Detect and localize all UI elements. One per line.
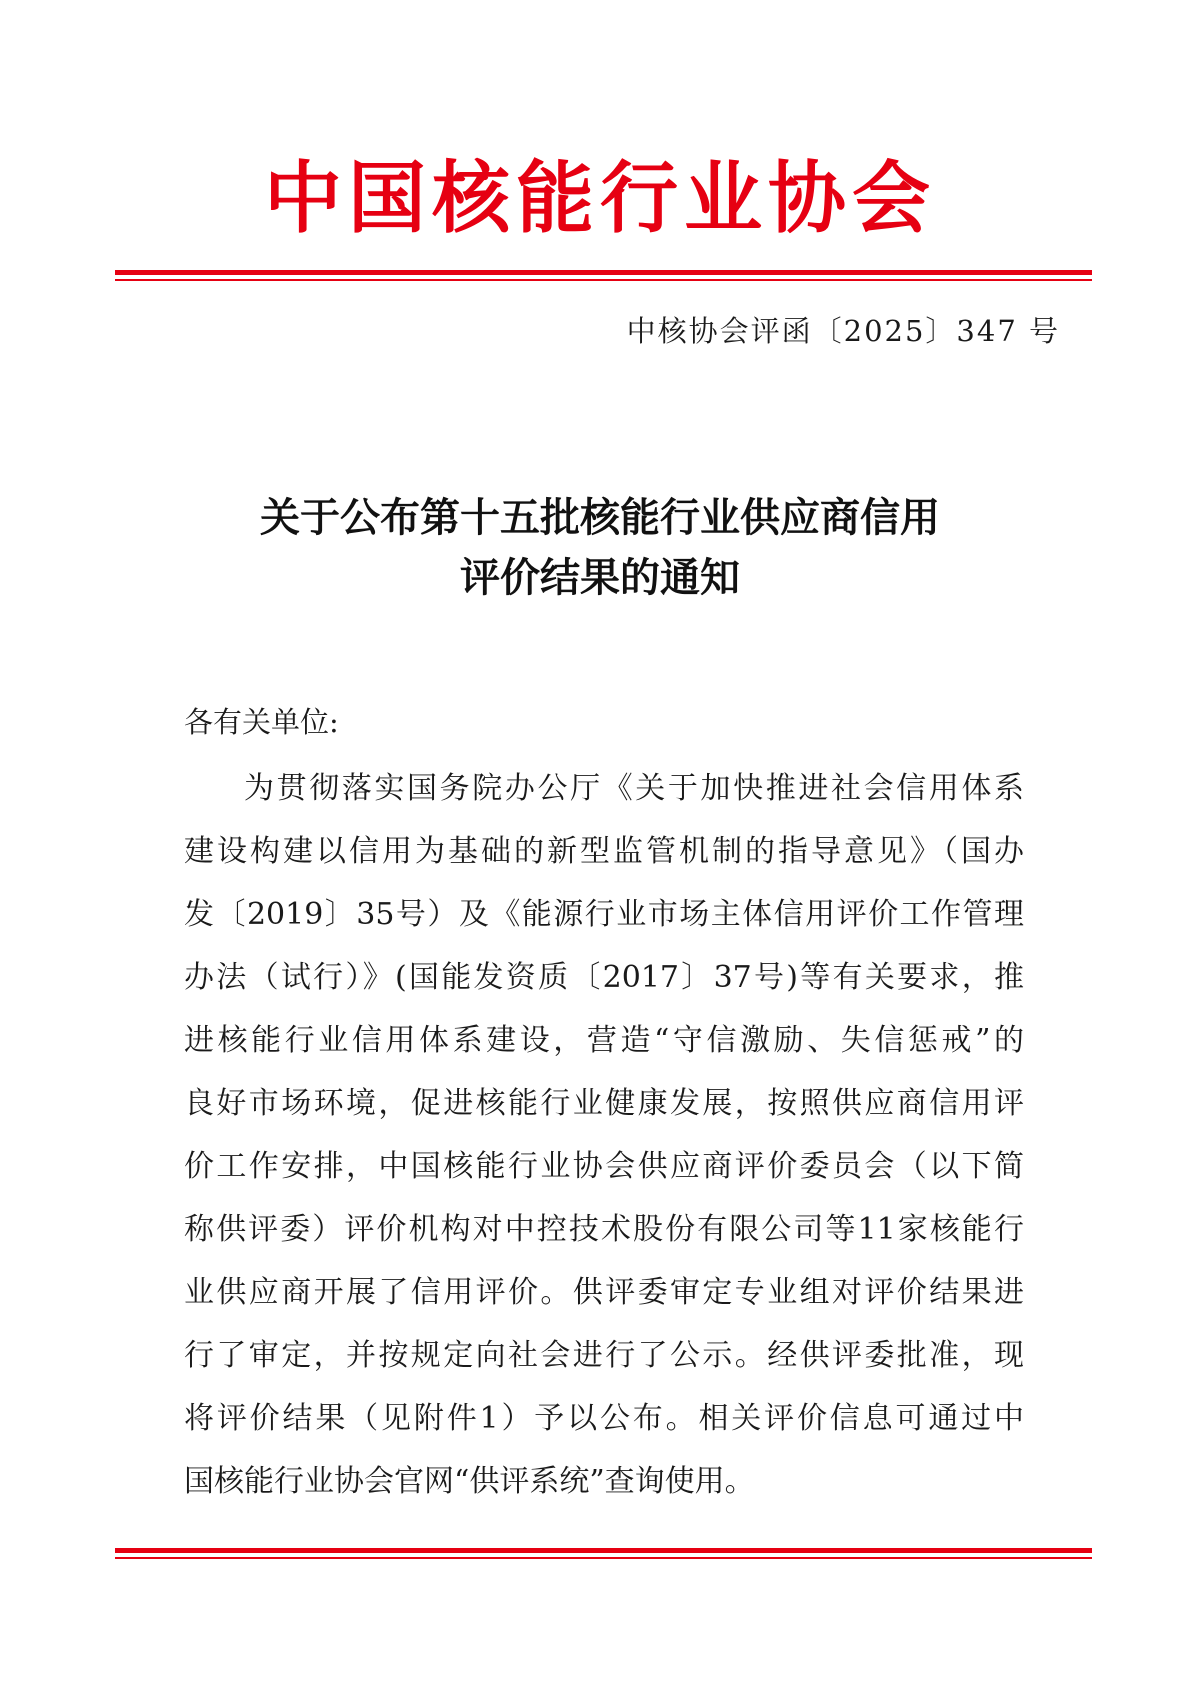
notice-title <box>0 488 1200 608</box>
organization-header: 中国核能行业协会 <box>263 153 936 244</box>
header-divider <box>115 270 1092 281</box>
body-line: 良好市场环境，促进核能行业健康发展，按照供应商信用评 <box>184 1086 1024 1121</box>
body-line: 称供评委）评价机构对中控技术股份有限公司等11家核能行 <box>184 1212 1024 1247</box>
body-line: 为贯彻落实国务院办公厅《关于加快推进社会信用体系 <box>244 771 1024 806</box>
notice-title-line: 评价结果的通知 <box>460 554 740 601</box>
notice-body <box>184 757 1024 1513</box>
body-line: 建设构建以信用为基础的新型监管机制的指导意见》（国办 <box>184 834 1024 869</box>
salutation: 各有关单位: <box>184 705 339 739</box>
notice-title-line: 关于公布第十五批核能行业供应商信用 <box>260 494 940 541</box>
body-line: 价工作安排，中国核能行业协会供应商评价委员会（以下简 <box>184 1149 1024 1184</box>
body-line: 办法（试行）》(国能发资质〔2017〕37号)等有关要求，推 <box>184 960 1024 995</box>
body-line: 发〔2019〕35号）及《能源行业市场主体信用评价工作管理 <box>184 897 1024 932</box>
body-line: 将评价结果（见附件1）予以公布。相关评价信息可通过中 <box>184 1401 1024 1436</box>
body-line: 业供应商开展了信用评价。供评委审定专业组对评价结果进 <box>184 1275 1024 1310</box>
body-line: 进核能行业信用体系建设，营造“守信激励、失信惩戒”的 <box>184 1023 1024 1058</box>
body-line: 行了审定，并按规定向社会进行了公示。经供评委批准，现 <box>184 1338 1024 1373</box>
footer-divider <box>115 1548 1092 1559</box>
document-number: 中核协会评函〔2025〕347 号 <box>626 314 1060 348</box>
body-line: 国核能行业协会官网“供评系统”查询使用。 <box>184 1464 755 1499</box>
